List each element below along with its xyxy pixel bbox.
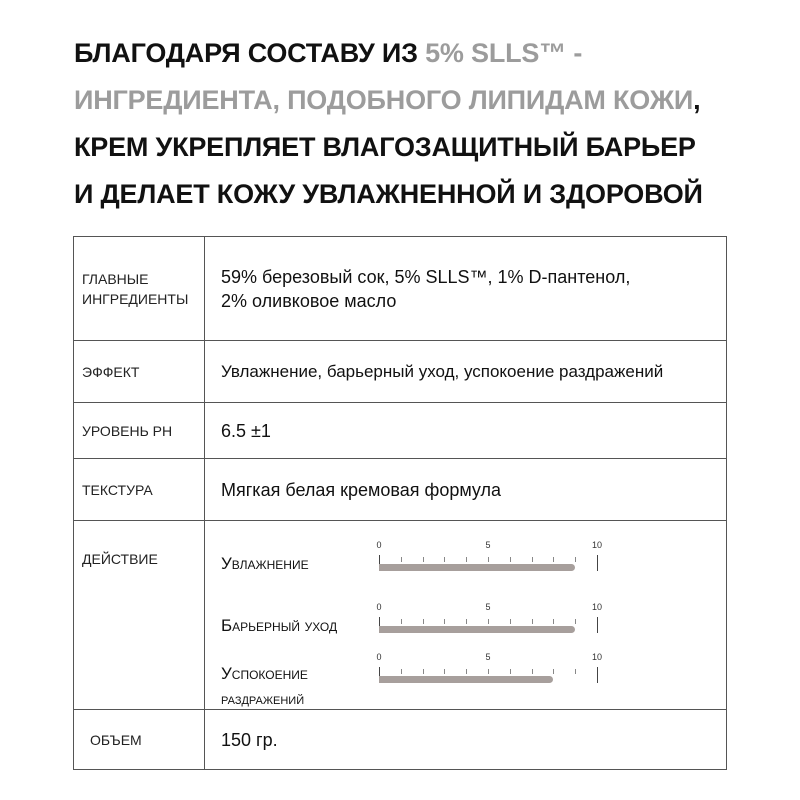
rating-scale bbox=[376, 645, 603, 685]
table-row-ph bbox=[74, 403, 727, 459]
scale-minor-tick bbox=[423, 619, 424, 624]
scale-end-mark bbox=[597, 617, 598, 633]
scale-minor-tick bbox=[488, 669, 489, 674]
scale-minor-tick bbox=[510, 669, 511, 674]
label-volume: ОБЪЕМ bbox=[74, 710, 205, 770]
scale-minor-tick bbox=[444, 619, 445, 624]
table-row-effect bbox=[74, 341, 727, 403]
rating-scale bbox=[376, 533, 603, 573]
headline-line-4: И ДЕЛАЕТ КОЖУ УВЛАЖНЕННОЙ И ЗДОРОВОЙ bbox=[74, 179, 703, 209]
value-texture: Мягкая белая кремовая формула bbox=[205, 459, 727, 521]
rating-scale bbox=[376, 595, 603, 635]
scale-minor-tick bbox=[401, 619, 402, 624]
headline-highlight: 5% SLLS™ - bbox=[425, 38, 583, 68]
value-ph: 6.5 ±1 bbox=[205, 403, 727, 459]
headline-text: БЛАГОДАРЯ СОСТАВУ ИЗ bbox=[74, 38, 426, 68]
scale-tick-label: 10 bbox=[591, 540, 603, 550]
table-row-volume bbox=[74, 710, 727, 770]
scale-minor-tick bbox=[466, 557, 467, 562]
scale-minor-tick bbox=[423, 669, 424, 674]
scale-tick-label: 10 bbox=[591, 652, 603, 662]
scale-minor-tick bbox=[532, 557, 533, 562]
scale-minor-tick bbox=[532, 619, 533, 624]
scale-minor-tick bbox=[466, 619, 467, 624]
scale-tick-label: 0 bbox=[376, 652, 382, 662]
scale-minor-tick bbox=[444, 669, 445, 674]
scale-minor-tick bbox=[444, 557, 445, 562]
label-ingredients: ГЛАВНЫЕ ИНГРЕДИЕНТЫ bbox=[74, 237, 205, 341]
headline-line-2 bbox=[74, 77, 774, 124]
scale-minor-tick bbox=[423, 557, 424, 562]
scale-minor-tick bbox=[553, 557, 554, 562]
rating-row-moisture bbox=[221, 533, 726, 595]
scale-minor-tick bbox=[466, 669, 467, 674]
rating-row-barrier bbox=[221, 595, 726, 645]
value-action bbox=[205, 521, 727, 710]
scale-minor-tick bbox=[488, 619, 489, 624]
label-effect: ЭФФЕКТ bbox=[74, 341, 205, 403]
scale-minor-tick bbox=[510, 619, 511, 624]
rating-bar-fill bbox=[379, 564, 575, 571]
scale-tick-label: 10 bbox=[591, 602, 603, 612]
headline-line-1 bbox=[74, 30, 774, 77]
rating-bar-fill bbox=[379, 676, 553, 683]
scale-tick-label: 5 bbox=[485, 602, 491, 612]
headline-highlight-2: ИНГРЕДИЕНТА, ПОДОБНОГО ЛИПИДАМ КОЖИ bbox=[74, 85, 694, 115]
value-volume: 150 гр. bbox=[205, 710, 727, 770]
table-row-texture bbox=[74, 459, 727, 521]
scale-minor-tick bbox=[488, 557, 489, 562]
scale-tick-label: 5 bbox=[485, 652, 491, 662]
label-action: ДЕЙСТВИЕ bbox=[74, 521, 205, 710]
scale-minor-tick bbox=[575, 619, 576, 624]
scale-minor-tick bbox=[553, 619, 554, 624]
table-row-ingredients bbox=[74, 237, 727, 341]
rating-name: Барьерный уход bbox=[221, 616, 338, 635]
rating-name-line-2: раздражений bbox=[221, 691, 305, 708]
rating-name bbox=[221, 661, 308, 713]
scale-tick-label: 0 bbox=[376, 540, 382, 550]
ingredients-line-1: 59% березовый сок, 5% SLLS™, 1% D-пантенол, bbox=[221, 266, 631, 287]
scale-minor-tick bbox=[401, 557, 402, 562]
scale-end-mark bbox=[597, 555, 598, 571]
rating-name: Увлажнение bbox=[221, 554, 309, 573]
scale-minor-tick bbox=[575, 557, 576, 562]
rating-bar-fill bbox=[379, 626, 575, 633]
spec-table bbox=[73, 236, 727, 770]
scale-minor-tick bbox=[575, 669, 576, 674]
headline bbox=[74, 30, 774, 218]
label-ph: УРОВЕНЬ PH bbox=[74, 403, 205, 459]
scale-minor-tick bbox=[532, 669, 533, 674]
rating-name-line-1: Успокоение bbox=[221, 664, 308, 683]
scale-minor-tick bbox=[553, 669, 554, 674]
headline-comma: , bbox=[693, 85, 701, 115]
value-ingredients bbox=[205, 237, 727, 341]
table-row-action bbox=[74, 521, 727, 710]
ingredients-line-2: 2% оливковое масло bbox=[221, 290, 397, 311]
headline-line-3: КРЕМ УКРЕПЛЯЕТ ВЛАГОЗАЩИТНЫЙ БАРЬЕР bbox=[74, 132, 696, 162]
scale-tick-label: 0 bbox=[376, 602, 382, 612]
label-texture: ТЕКСТУРА bbox=[74, 459, 205, 521]
scale-minor-tick bbox=[510, 557, 511, 562]
rating-row-soothing bbox=[221, 645, 726, 709]
value-effect: Увлажнение, барьерный уход, успокоение раздражений bbox=[205, 341, 727, 403]
scale-minor-tick bbox=[401, 669, 402, 674]
scale-end-mark bbox=[597, 667, 598, 683]
scale-tick-label: 5 bbox=[485, 540, 491, 550]
